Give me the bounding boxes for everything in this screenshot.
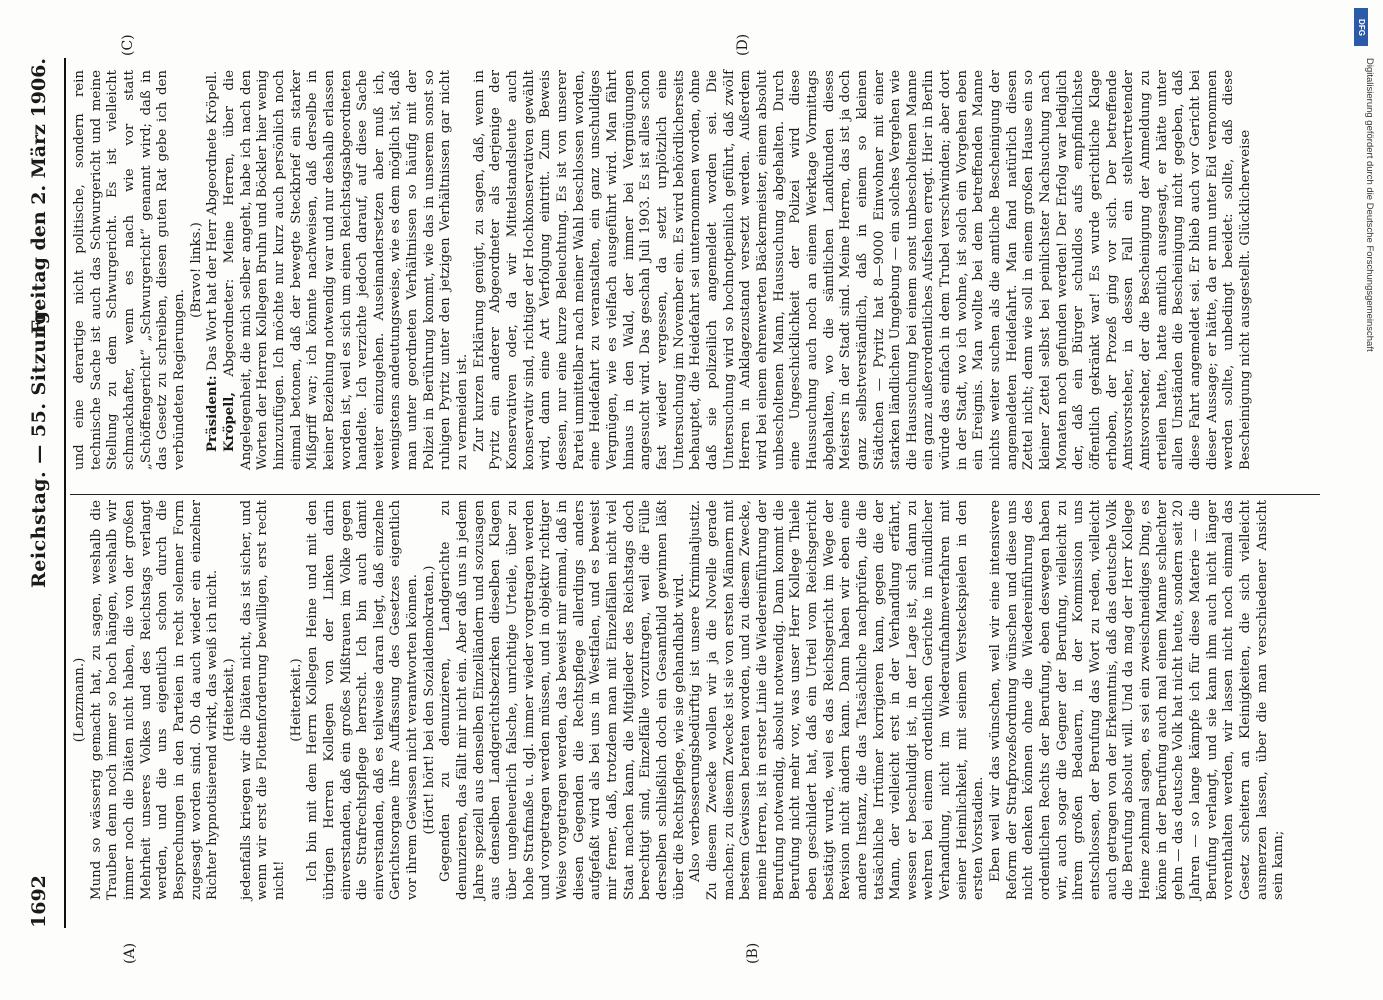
president-text: Das Wort hat der Herr Abgeordnete Kröpell. bbox=[205, 70, 221, 372]
margin-mark-b: (B) bbox=[745, 942, 761, 964]
interjection: (Bravo! links.) bbox=[188, 222, 204, 318]
interjection: (Heiterkeit.) bbox=[288, 658, 304, 742]
speaker-label: (Lenzmann.) bbox=[72, 657, 87, 743]
interjection: (Hört! hört! bei den Sozialdemokraten.) bbox=[421, 565, 437, 835]
paragraph: jedenfalls kriegen wir die Diäten nicht, das ist sicher, und wenn wir erst die Flottenforderung bewilligen, erst recht nicht! bbox=[238, 500, 287, 900]
kroepell-label: Kröpell, bbox=[221, 392, 237, 452]
paragraph: Ich bin mit dem Herrn Kollegen Heine und mit den übrigen Herren Kollegen von der Linken darin einverstanden, daß ein großes Mißtrauen im Volke gegen die Strafrechtspflege herrscht. Ich bin auch damit einverstanden, daß es teilweise daran liegt, daß einzelne Gerichtsorgane ihre Auffassung des Gesetzes eigentlich vor ihrem Gewissen nicht verantworten können. bbox=[305, 500, 421, 900]
margin-mark-a: (A) bbox=[122, 942, 138, 964]
interjection: (Heiterkeit.) bbox=[221, 658, 237, 742]
president-paragraph bbox=[205, 70, 222, 470]
kroepell-role: Abgeordneter: bbox=[221, 278, 237, 377]
page-header bbox=[14, 58, 66, 928]
digitization-credit bbox=[1355, 0, 1377, 1000]
president-label: Präsident: bbox=[205, 375, 221, 452]
dfg-badge-text: DFG bbox=[1356, 18, 1366, 36]
paragraph: und eine derartige nicht politische, sondern rein technische Sache ist auch das Schwurgericht und meine Stellung zu dem Schwurgericht. Es ist vielleicht schmackhafter, wenn es nach wie vor statt „Schöffengericht“ „Schwurgericht“ genannt wird; daß in das Gesetz zu schreiben, diesen guten Rat gebe ich den verbündeten Regierungen. bbox=[72, 70, 187, 470]
kroepell-paragraph bbox=[222, 70, 472, 470]
paragraph: Also verbesserungsbedürftig ist unsere Kriminaljustiz. Zu diesem Zwecke wollen wir ja die Novelle gerade machen; zu diesem Zwecke ist sie von ersten Männern mit bestem Gewissen beraten worden, und zu diesem Zwecke, meine Herren, ist in erster Linie die Wiedereinführung der Berufung notwendig, absolut notwendig. Dann kommt die Berufung nicht mehr vor, was unser Herr Kollege Thiele eben geschildert hat, daß ein Urteil vom Reichsgericht bestätigt wurde, weil es das Reichsgericht im Wege der Revision nicht ändern kann. Dann haben wir eben eine andere Instanz, die das Tatsächliche nachprüfen, die die tatsächliche Irrtümer korrigieren kann, gegen die der Mann, der vielleicht erst in der Verhandlung erfährt, wessen er beschuldigt ist, in der Lage ist, sich dann zu wehren bei einem ordentlichen Gerichte in mündlicher Verhandlung, nicht im Wiederaufnahmeverfahren mit seiner Heimlichkeit, mit seinem Versteckspielen in den ersten Vorstadien. bbox=[688, 500, 987, 900]
paragraph: Eben weil wir das wünschen, weil wir eine intensivere Reform der Strafprozeßordnung wünschen und diese uns nicht denken können ohne die Wiedereinführung des ordentlichen Rechts der Berufung, eben deswegen haben wir, auch sogar die Gegner der Berufung, vielleicht zu ihrem großen Bedauern, in der Kommission uns entschlossen, der Berufung das Wort zu reden, vielleicht auch getragen von der Erkenntnis, daß das deutsche Volk die Berufung absolut will. Und da mag der Herr Kollege Heine zehnmal sagen, es sei ein zweischneidiges Ding, es könne in der Berufung auch mal einem Manne schlechter gehn — das deutsche Volk hat nicht heute, sondern seit 20 Jahren — so lange kämpfe ich für diese Materie — die Berufung verlangt, und sie kann ihm auch nicht länger vorenthalten werden, wir lassen nicht noch einmal das Gesetz scheitern an Kleinigkeiten, die sich vielleicht ausmerzen lassen, über die man verschiedener Ansicht sein kann; bbox=[988, 500, 1287, 900]
margin-mark-c: (C) bbox=[120, 34, 136, 56]
margin-mark-d: (D) bbox=[735, 33, 751, 56]
column-divider bbox=[70, 494, 1320, 495]
kroepell-text: Meine Herren, über die Angelegenheit, die mich selber angeht, habe ich nach den Worten der Herren Kollegen Bruhn und Böckler hier wenig hinzuzufügen. Ich möchte nur kurz auch persönlich noch einmal betonen, daß der bewegte Steckbrief ein starker Mißgriff war; ich könnte nachweisen, daß derselbe in keiner Beziehung notwendig war und nur deshalb erlassen worden ist, weil es sich um einen Reichstagsabgeordneten handelte. Ich verzichte jedoch darauf, auf diese Sache weiter einzugehen. Auseinandersetzen aber muß ich, wenigstens andeutungsweise, wie es dem möglich ist, daß man unter geordneten Verhältnissen so häufig mit der Polizei in Berührung kommt, wie das in unserem sonst so ruhigen Pyritz unter den jetzigen Verhältnissen gar nicht zu vermeiden ist. bbox=[221, 70, 471, 470]
left-column bbox=[72, 500, 1288, 900]
paragraph: Zur kurzen Erklärung genügt, zu sagen, daß, wenn in Pyritz ein anderer Abgeordneter als derjenige der Konservativen oder, da wir Mittelstandsleute auch konservativ sind, richtiger der Hochkonservativen gewählt wird, dann eine Art Verfolgung eintritt. Zum Beweis dessen, nur eine kurze Beleuchtung. Es ist von unserer Partei unmittelbar nach meiner Wahl beschlossen worden, eine Heidefahrt zu veranstalten, ein ganz unschuldiges Vergnügen, wie es vielfach ausgeführt wird. Man fährt hinaus in den Wald, der immer bei Vergnügungen angesucht wird. Das geschah Juli 1903. Es ist alles schon fast wieder vergessen, da setzt urplötzlich eine Untersuchung im November ein. Es wird behördlicherseits behauptet, die Heidefahrt sei unternommen worden, ohne daß sie polizeilich angemeldet worden sei. Die Untersuchung wird so hochnotpeinlich geführt, daß zwölf Herren in Anklagezustand versetzt werden. Außerdem wird bei einem ehrenwerten Bäckermeister, einem absolut unbescholtenen Mann, Haussuchung abgehalten. Durch eine Ungeschicklichkeit der Polizei wird diese Haussuchung auch noch an einem Werktage Vormittags abgehalten, wo die sämtlichen Landkunden dieses Meisters in der Stadt sind. Meine Herren, das ist ja doch ganz selbstverständlich, daß in einem so kleinen Städtchen — Pyritz hat 8—9000 Einwohner mit einer starken ländlichen Umgebung — ein solches Vergehen wie die Haussuchung bei einem sonst unbescholtenen Manne ein ganz außerordentliches Aufsehen erregt. Hier in Berlin würde das einfach in dem Trubel verschwinden; aber dort in der Stadt, wo ich wohne, ist solch ein Vorgehen eben ein Ereignis. Man wollte bei dem betreffenden Manne nichts weiter suchen als die amtliche Bescheinigung der angemeldeten Heidefahrt. Man fand natürlich diesen Zettel nicht; denn wie soll in einem großen Hause ein so kleiner Zettel selbst bei peinlichster Nachsuchung nach Monaten noch gefunden werden! Der Erfolg war lediglich der, daß ein Bürger schuldlos aufs empfindlichste öffentlich gekränkt war! Es wurde gerichtliche Klage erhoben, der Prozeß ging vor sich. Der betreffende Amtsvorsteher, in dessen Fall ein stellvertretender Amtsvorsteher, der die Bescheinigung der Anmeldung zu erteilen hatte, hatte amtlich ausgesagt, er hätte unter allen Umständen die Bescheinigung nicht gegeben, daß diese Fahrt angemeldet sei. Er blieb auch vor Gericht bei dieser Aussage; er hätte, da er nun unter Eid vernommen werden sollte, unbedingt beeidet: sollte, daß diese Bescheinigung nicht ausgestellt. Glücklicherweise bbox=[471, 70, 1253, 470]
credit-text: Digitalisierung gefördert durch die Deutsche Forschungsgemeinschaft bbox=[1364, 58, 1375, 352]
right-column bbox=[72, 70, 1255, 470]
dfg-logo bbox=[1354, 8, 1368, 46]
paragraph: Gegenden zu denunzieren, Landgerichte zu denunzieren, das fällt mir nicht ein. Aber daß uns in jedem Jahre speziell aus denselben Einzelländern und sozusagen aus denselben Landgerichtsbezirken dieselben Klagen über ungeheuerlich falsche, unrichtige Urteile, über zu hohe Strafmaße u. dgl. immer wieder vorgetragen werden und vorgetragen werden müssen, und in objektiv richtiger Weise vorgetragen werden, das beweist mir einmal, daß in diesen Gegenden die Rechtspflege allerdings anders aufgefaßt wird als bei uns in Westfalen, und es beweist mir ferner, daß, trotzdem man mit Einzelfällen nicht viel Staat machen kann, die Mitglieder des Reichstags doch berechtigt sind, Einzelfälle vorzutragen, weil die Fülle derselben schließlich doch ein Gesamtbild gewinnen läßt über die Rechtspflege, wie sie gehandhabt wird. bbox=[438, 500, 687, 900]
page-number: 1692 bbox=[28, 875, 50, 928]
paragraph: Mund so wässerig gemacht hat, zu sagen, weshalb die Trauben denn noch immer so hoch hängen, weshalb wir immer noch die Diäten nicht haben, die von der großen Mehrheit unseres Volkes und des Reichstags verlangt werden, und die uns eigentlich schon durch die Besprechungen in den Parteien in recht solenner Form zugesagt worden sind. Ob da auch wieder ein einzelner Richter hypnotisierend wirkt, das weiß ich nicht. bbox=[88, 500, 221, 900]
session-title: Reichstag. — 55. Sitzung. bbox=[28, 303, 50, 588]
session-date: Freitag den 2. März 1906. bbox=[28, 58, 50, 334]
